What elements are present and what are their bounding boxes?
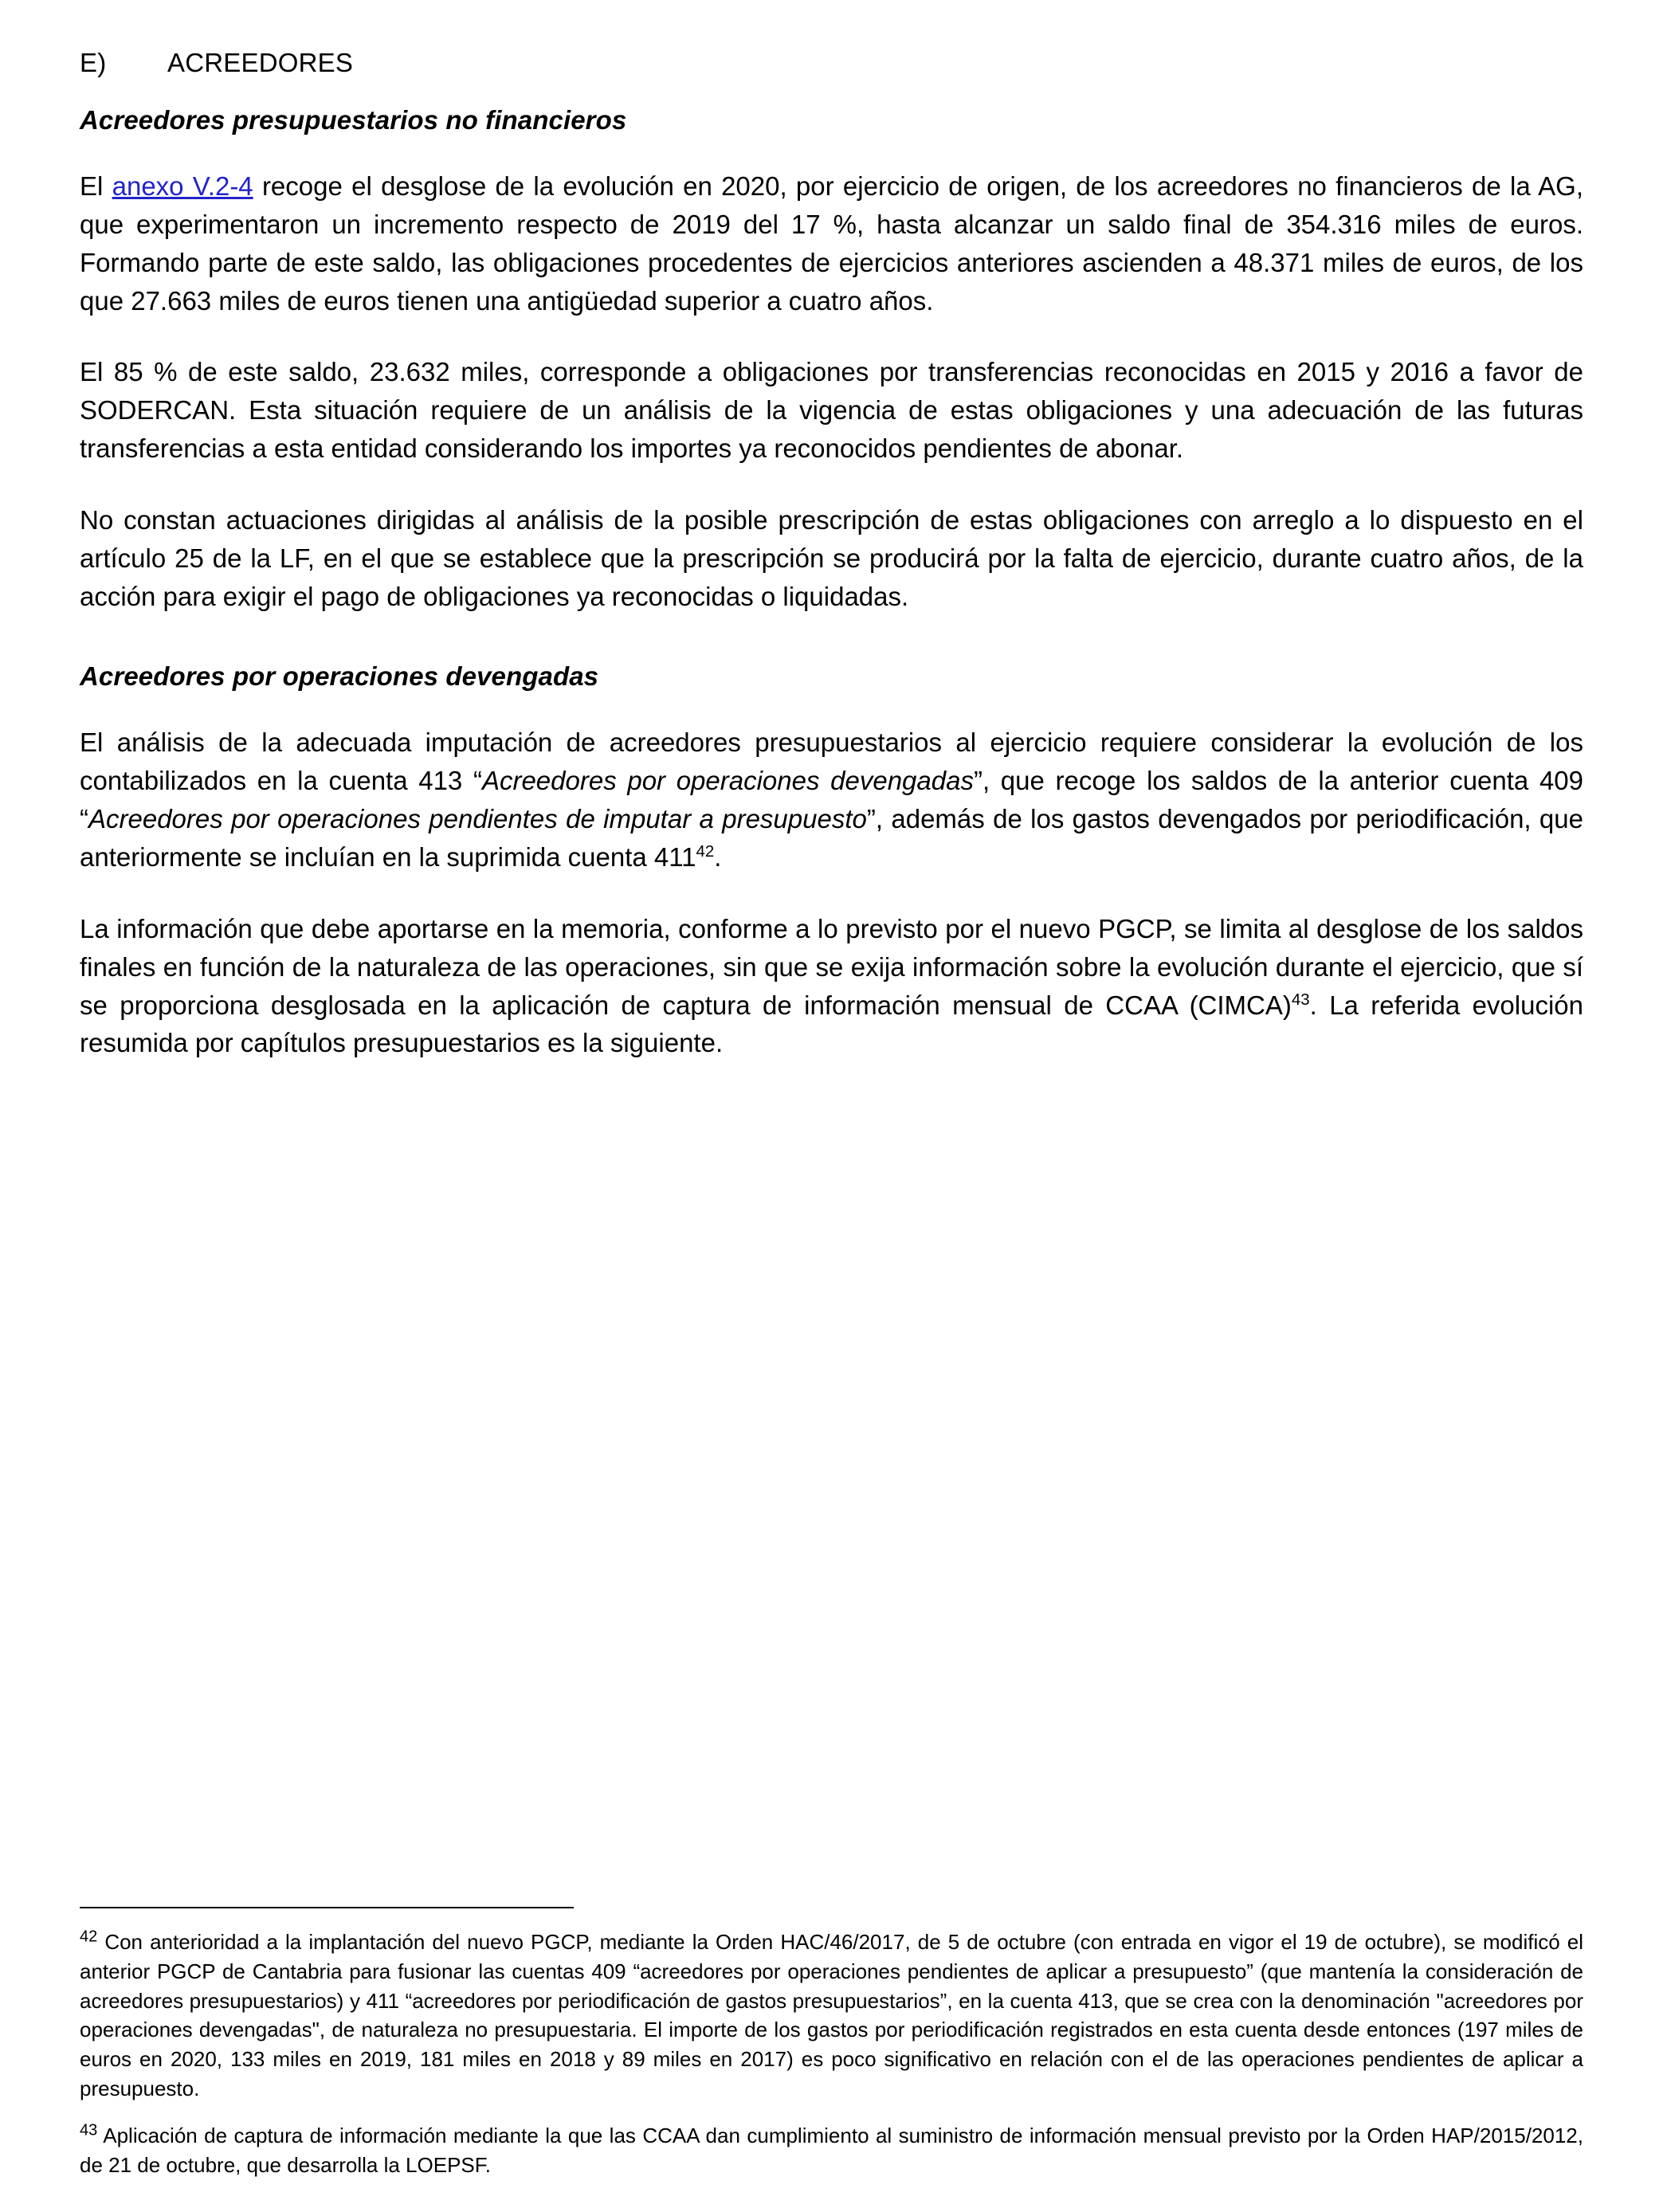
paragraph-5 (80, 910, 1583, 1062)
paragraph-1-post: recoge el desglose de la evolución en 2020, por ejercicio de origen, de los acreedores no financieros de la AG, que experimentaron un incremento respecto de 2019 del 17 %, hasta alcanzar un saldo final de 354.316 miles de euros. Formando parte de este saldo, las obligaciones procedentes de ejercicios anteriores ascienden a 48.371 miles de euros, de los que 27.663 miles de euros tienen una antigüedad superior a cuatro años. (80, 171, 1584, 316)
paragraph-4-italic-2: Acreedores por operaciones pendientes de imputar a presupuesto (88, 804, 867, 834)
paragraph-5-part-b: . La referida evolución resumida por capítulos presupuestarios es la siguiente. (80, 990, 1584, 1058)
paragraph-4 (80, 724, 1583, 876)
paragraph-1-pre: El (80, 171, 112, 201)
paragraph-4-part-d: . (714, 841, 722, 872)
paragraph-4-italic-1: Acreedores por operaciones devengadas (481, 766, 974, 796)
page-body-spacer (80, 1062, 1583, 1301)
paragraph-3: No constan actuaciones dirigidas al análisis de la posible prescripción de estas obligaciones con arreglo a lo dispuesto en el artículo 25 de la LF, en el que se establece que la prescripción se producirá por la falta de ejercicio, durante cuatro años, de la acción para exigir el pago de obligaciones ya reconocidas o liquidadas. (80, 504, 1583, 611)
paragraph-4-part-a: El análisis de la adecuada imputación de acreedores presupuestarios al ejercicio requiere considerar la evolución de los contabilizados en la cuenta 413 “ (80, 728, 1583, 796)
section-title: ACREEDORES (167, 48, 354, 77)
paragraph-5-part-a: La información que debe aportarse en la memoria, conforme a lo previsto por el nuevo PGCP, se limita al desglose de los saldos finales en función de la naturaleza de las operaciones, sin que se exija información sobre la evolución durante el ejercicio, que sí se proporciona desglosada en la aplicación de captura de información mensual de CCAA (CIMCA) (80, 913, 1583, 1020)
footnotes-area (80, 1907, 1583, 2180)
subheading-acreedores-presupuestarios: Acreedores presupuestarios no financieros (80, 105, 627, 135)
footnote-43-marker: 43 (80, 2121, 98, 2139)
footnote-42-text: Con anterioridad a la implantación del nuevo PGCP, mediante la Orden HAC/46/2017, de 5 de octubre (con entrada en vigor el 19 de octubre), se modificó el anterior PGCP de Cantabria para fusionar las cuentas 409 “acreedores por operaciones pendientes de aplicar a presupuesto” (que mantenía la consideración de acreedores presupuestarios) y 411 “acreedores por periodificación de gastos presupuestarios”, en la cuenta 413, que se crea con la denominación "acreedores por operaciones devengadas", de naturaleza no presupuestaria. El importe de los gastos por periodificación registrados en esta cuenta desde entonces (197 miles de euros en 2020, 133 miles en 2019, 181 miles en 2018 y 89 miles en 2017) es poco significativo en relación con el de las operaciones pendientes de aplicar a presupuesto. (80, 1929, 1583, 2101)
paragraph-4-part-b: ”, que recoge los saldos de la anterior cuenta 409 “ (80, 766, 1583, 834)
footnote-42-marker: 42 (80, 1928, 98, 1946)
paragraph-4-part-c: ”, además de los gastos devengados por periodificación, que anteriormente se incluían en la suprimida cuenta 411 (80, 804, 1583, 872)
anexo-v24-link[interactable]: anexo V.2-4 (112, 171, 253, 201)
section-heading (80, 48, 1583, 78)
footnote-separator (80, 1907, 574, 1908)
footnote-42 (80, 1928, 1583, 2104)
footnote-43-text: Aplicación de captura de información mediante la que las CCAA dan cumplimiento al suministro de información mensual previsto por la Orden HAP/2015/2012, de 21 de octubre, que desarrolla la LOEPSF. (80, 2124, 1583, 2178)
footnote-ref-43[interactable]: 43 (1291, 990, 1310, 1009)
footnote-ref-42[interactable]: 42 (696, 841, 715, 861)
paragraph-2: El 85 % de este saldo, 23.632 miles, corresponde a obligaciones por transferencias reconocidas en 2015 y 2016 a favor de SODERCAN. Esta situación requiere de un análisis de la vigencia de estas obligaciones y una adecuación de las futuras transferencias a esta entidad considerando los importes ya reconocidos pendientes de abonar. (80, 357, 1583, 464)
subheading-acreedores-operaciones-devengadas: Acreedores por operaciones devengadas (80, 661, 599, 692)
paragraph-1 (80, 167, 1583, 320)
footnote-43 (80, 2121, 1583, 2180)
section-letter: E) (80, 48, 107, 77)
